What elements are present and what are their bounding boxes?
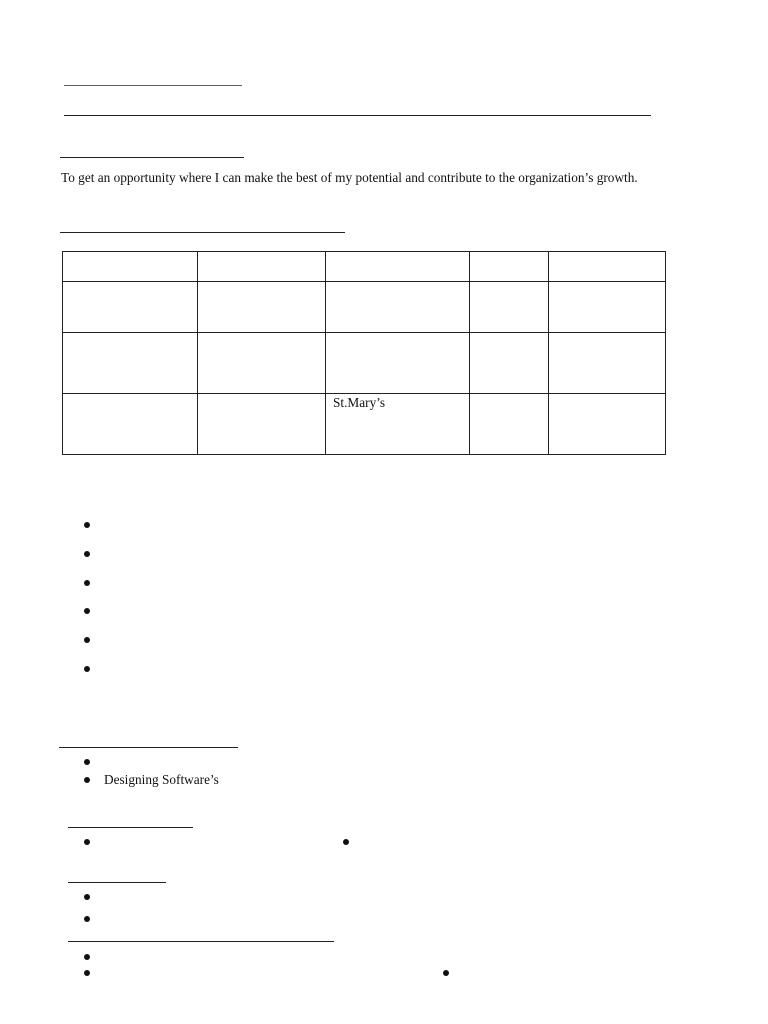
- hobbies-heading-underline: [68, 882, 166, 883]
- list-bullet: [84, 777, 90, 783]
- table-cell: [326, 333, 470, 394]
- education-heading-underline: [60, 232, 345, 233]
- list-bullet: [84, 954, 90, 960]
- table-cell: [198, 282, 326, 333]
- personal-details-heading-underline: [68, 941, 334, 942]
- table-cell: [198, 394, 326, 455]
- list-bullet: [84, 970, 90, 976]
- strengths-heading-underline: [68, 827, 193, 828]
- education-table: [62, 251, 666, 455]
- objective-text: To get an opportunity where I can make the best of my potential and contribute to the organization’s growth.: [61, 170, 638, 185]
- table-cell: [470, 282, 549, 333]
- table-cell: [549, 282, 666, 333]
- list-bullet: [343, 839, 349, 845]
- table-cell: [470, 252, 549, 282]
- list-bullet: [443, 970, 449, 976]
- table-cell: [198, 333, 326, 394]
- table-cell: [549, 252, 666, 282]
- skill-item: Designing Software’s: [104, 772, 219, 787]
- table-row: [63, 394, 666, 455]
- table-cell: [549, 394, 666, 455]
- list-bullet: [84, 759, 90, 765]
- table-row: [63, 282, 666, 333]
- list-bullet: [84, 839, 90, 845]
- table-cell: [198, 252, 326, 282]
- table-cell: [63, 333, 198, 394]
- table-cell: St.Mary’s: [326, 394, 470, 455]
- table-row: [63, 333, 666, 394]
- table-cell: [326, 282, 470, 333]
- header-divider: [64, 115, 651, 116]
- table-row: [63, 252, 666, 282]
- list-bullet: [84, 894, 90, 900]
- list-bullet: [84, 608, 90, 614]
- table-cell: [326, 252, 470, 282]
- table-cell: [470, 394, 549, 455]
- table-cell: [63, 282, 198, 333]
- list-bullet: [84, 522, 90, 528]
- email-link-underline[interactable]: [64, 85, 242, 86]
- table-cell: [63, 252, 198, 282]
- list-bullet: [84, 580, 90, 586]
- table-cell: [549, 333, 666, 394]
- list-bullet: [84, 666, 90, 672]
- list-bullet: [84, 916, 90, 922]
- list-bullet: [84, 637, 90, 643]
- objective-heading-underline: [60, 157, 244, 158]
- table-cell: [63, 394, 198, 455]
- table-cell: [470, 333, 549, 394]
- skills-heading-underline: [59, 747, 238, 748]
- list-bullet: [84, 551, 90, 557]
